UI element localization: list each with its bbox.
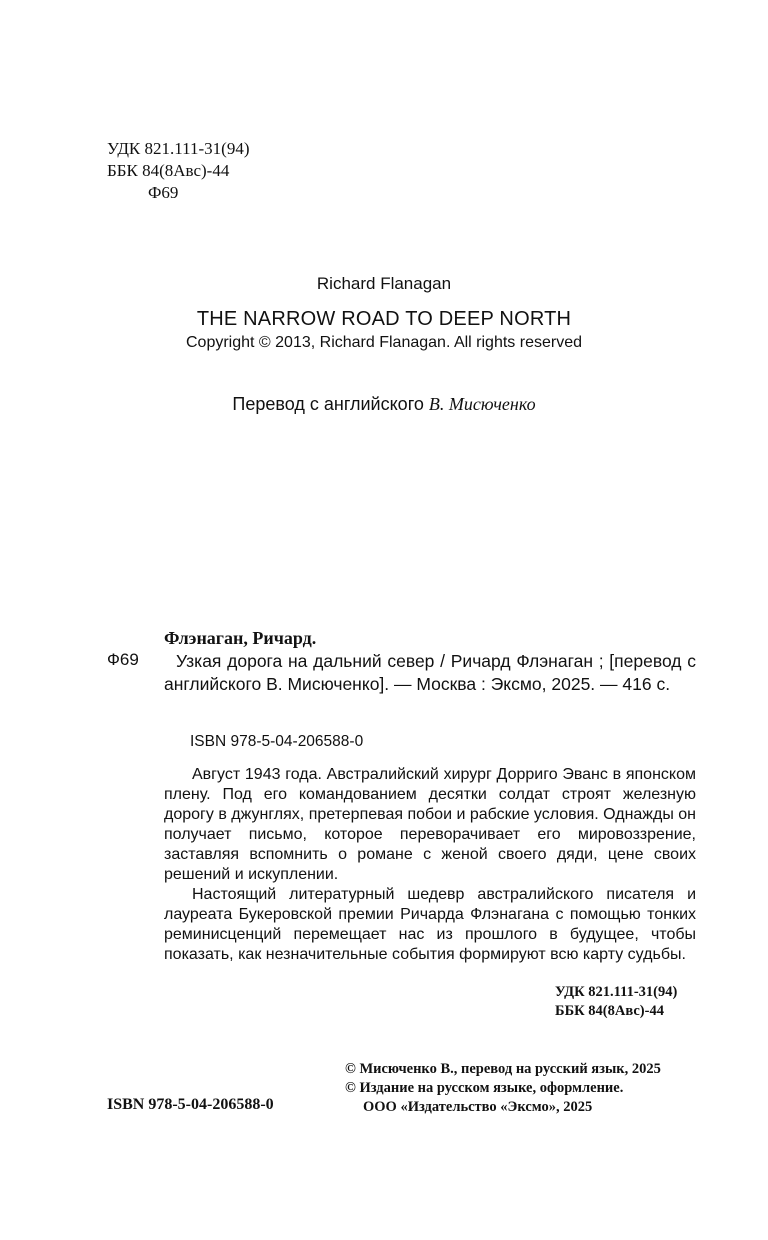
classification-codes	[555, 983, 677, 1021]
original-title: THE NARROW ROAD TO DEEP NORTH	[196, 308, 572, 330]
copyright-edition: © Издание на русском языке, оформление.	[345, 1080, 624, 1096]
bibliographic-author: Флэнаган, Ричард.	[164, 628, 317, 648]
copyright-translation: © Мисюченко В., перевод на русский язык, 2025	[345, 1061, 661, 1077]
bibliographic-description: Узкая дорога на дальний север / Ричард Флэнаган ; [перевод с английского В. Мисюченко]. — Москва : Эксмо, 2025. — 416 с.	[164, 651, 696, 694]
abstract-paragraph: Август 1943 года. Австралийский хирург Дорриго Эванс в японском плену. Под его командованием десятки солдат строят железную дорогу в джунглях, претерпевая побои и рабские условия. Однажды он получает письмо, которое переворачивает его мировоззрение, заставляя вспомнить о романе с женой своего дяди, цене своих решений и искуплении.	[164, 766, 697, 883]
udk-bbk-header	[107, 138, 249, 204]
original-author: Richard Flanagan	[316, 274, 452, 293]
isbn-inline: ISBN 978-5-04-206588-0	[190, 733, 364, 750]
translation-credit	[0, 394, 768, 415]
udk-code: УДК 821.111-31(94)	[107, 139, 250, 158]
classification-udk: УДК 821.111-31(94)	[555, 984, 678, 1000]
translator-name: В. Мисюченко	[428, 394, 536, 414]
bibliographic-code: Ф69	[107, 650, 139, 669]
bibliographic-record	[164, 627, 696, 696]
original-copyright: Copyright © 2013, Richard Flanagan. All rights reserved	[186, 334, 582, 351]
author-mark: Ф69	[148, 183, 179, 202]
abstract	[164, 765, 696, 965]
isbn-footer: ISBN 978-5-04-206588-0	[107, 1096, 274, 1113]
copyright-footer	[345, 1060, 661, 1117]
publisher-copyright: ООО «Издательство «Эксмо», 2025	[363, 1099, 593, 1115]
bbk-code: ББК 84(8Авс)-44	[107, 161, 230, 180]
classification-bbk: ББК 84(8Авс)-44	[555, 1003, 664, 1019]
abstract-paragraph: Настоящий литературный шедевр австралийского писателя и лауреата Букеровской премии Ричарда Флэнагана с помощью тонких реминисценций перемещает нас из прошлого в будущее, чтобы показать, как незначительные события формируют всю карту судьбы.	[164, 886, 696, 963]
translation-prefix: Перевод с английского	[232, 394, 424, 414]
